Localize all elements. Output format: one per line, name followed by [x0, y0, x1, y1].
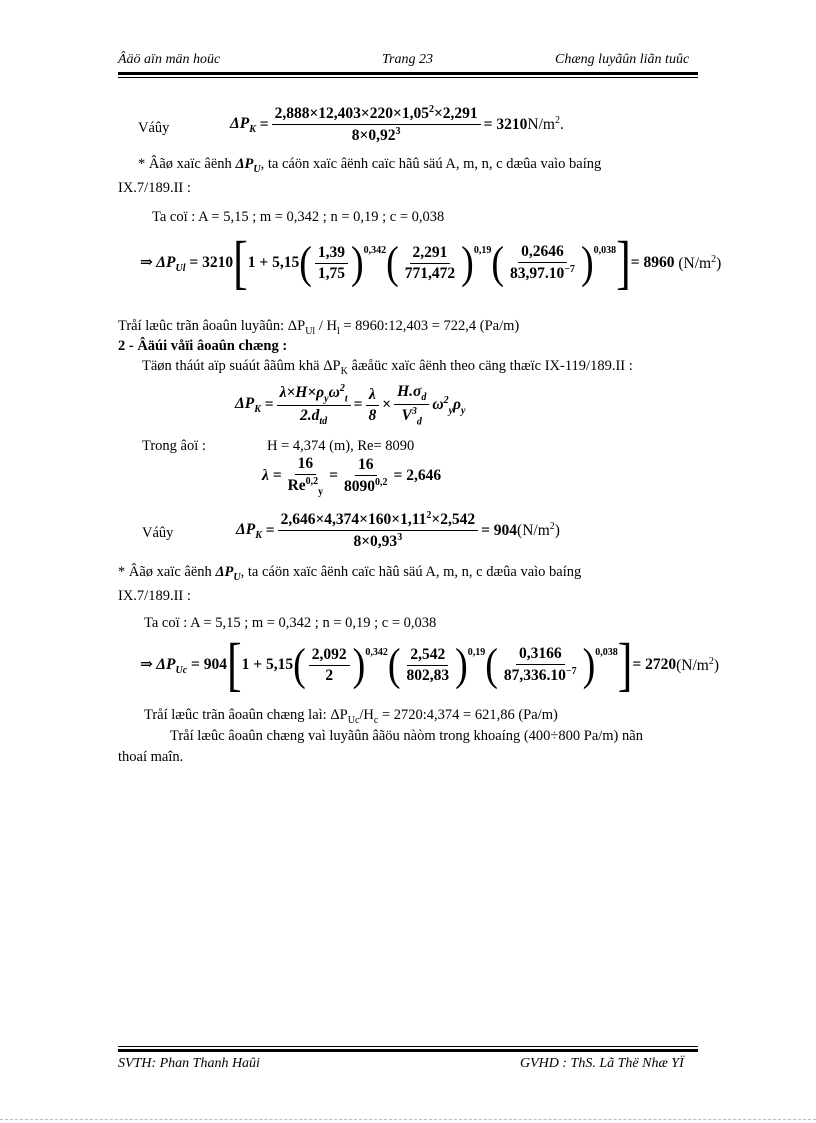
equation-dpk-1: $\Delta P_K$ = $\frac{2,888\times 12,403\times 220\times 1,05^2\times 2,291}{8\times 0,92^3}$ = 3210 $N/m^2$. [230, 104, 564, 145]
header-center: Trang 23 [382, 52, 433, 67]
page-edge [0, 1119, 816, 1120]
equation-dpk-2: $\Delta P_K$ = $\frac{2,646\times 4,374\times 160\times 1,11^2\times 2,542}{8\times 0,93^3}$ = 904 $(N/m^2)$ [236, 510, 560, 551]
section-title: 2 - Âäúi våïi âoaûn chæng : [118, 338, 288, 354]
footer-right: GVHD : ThS. Lã Thë Nhæ YÏ [520, 1056, 684, 1071]
paragraph-line: Ta coï : A = 5,15 ; m = 0,342 ; n = 0,19 ; c = 0,038 [144, 615, 437, 631]
header-rule [118, 72, 698, 75]
equation-dpuc: ⇒ $\Delta P_{Uc}$ = 904 [ 1 + 5,15 ( $\frac{2,092}{2}$ ) $^{0,342}$ ( $\frac{2,542}{802,83}$ ) $^{0,19}$ ( $\frac{0,3166}{87,336.10^{-7}}$ ) $^{0,038}$ ] = 2720 $(N/m^2)$ [140, 631, 720, 698]
paragraph-line: Ta coï : A = 5,15 ; m = 0,342 ; n = 0,19 ; c = 0,038 [152, 209, 445, 225]
footer-rule-thin [118, 1046, 698, 1047]
paragraph-line: thoaí maîn. [118, 749, 184, 765]
header-right: Chæng luyãûn liãn tuûc [555, 52, 690, 67]
paragraph-line: IX.7/189.II : [118, 588, 191, 604]
paragraph-line: Tråí læûc trãn âoaûn chæng laì: $\Delta P_{Uc}/H_c$ = 2720:4,374 = 621,86 (Pa/m) [144, 707, 558, 726]
equation-dpul: ⇒ $\Delta P_{Ul}$ = 3210 [ 1 + 5,15 ( $\frac{1,39}{1,75}$ ) $^{0,342}$ ( $\frac{2,291}{771,472}$ ) $^{0,19}$ ( $\frac{0,2646}{83,97.10^{-7}}$ ) $^{0,038}$ ] = 8960 $(N/m^2)$ [140, 229, 722, 296]
header-left: Âäö aïn män hoüc [118, 52, 221, 67]
label-vay-2: Váûy [142, 525, 174, 541]
paragraph-line: IX.7/189.II : [118, 180, 191, 196]
footer-left: SVTH: Phan Thanh Haûi [118, 1056, 260, 1071]
paragraph-line: * Âãø xaïc âënh $\Delta P_U$, ta cáön xaïc âënh caïc hãû säú A, m, n, c dæûa vaìo baíng [138, 156, 602, 175]
header-rule-thin [118, 77, 698, 78]
paragraph-line: Tråí læûc trãn âoaûn luyãûn: $\Delta P_{Ul} / H_l$ = 8960:12,403 = 722,4 (Pa/m) [118, 318, 520, 337]
label-vay-1: Váûy [138, 120, 170, 136]
equation-dpk-formula: $\Delta P_K$ = $\frac{\lambda\times H\times\rho_y\omega^2_t}{2.d_{td}}$ = $\frac{\lambda}{8}$ × $\frac{H.\sigma_d}{V^3_d}$ $\omega^2_y\rho_y$ [235, 383, 466, 428]
equation-lambda: λ = $\frac{16}{Re^{0,2}_y}$ = $\frac{16}{8090^{0,2}}$ = 2,646 [262, 455, 442, 498]
paragraph-line: Täøn tháút aïp suáút âãûm khä $\Delta P_K$ âæåüc xaïc âënh theo cäng thæïc IX-119/189.II : [142, 358, 633, 377]
paragraph-line: Trong âoï : [142, 438, 206, 454]
paragraph-line: * Âãø xaïc âënh $\Delta P_U$, ta cáön xaïc âënh caïc hãû säú A, m, n, c dæûa vaìo baíng [118, 564, 582, 583]
paragraph-line: H = 4,374 (m), Re= 8090 [267, 438, 415, 454]
paragraph-line: Tråí læûc âoaûn chæng vaì luyãûn âãöu nàòm trong khoaíng (400÷800 Pa/m) nãn [170, 728, 643, 744]
footer-rule [118, 1049, 698, 1052]
